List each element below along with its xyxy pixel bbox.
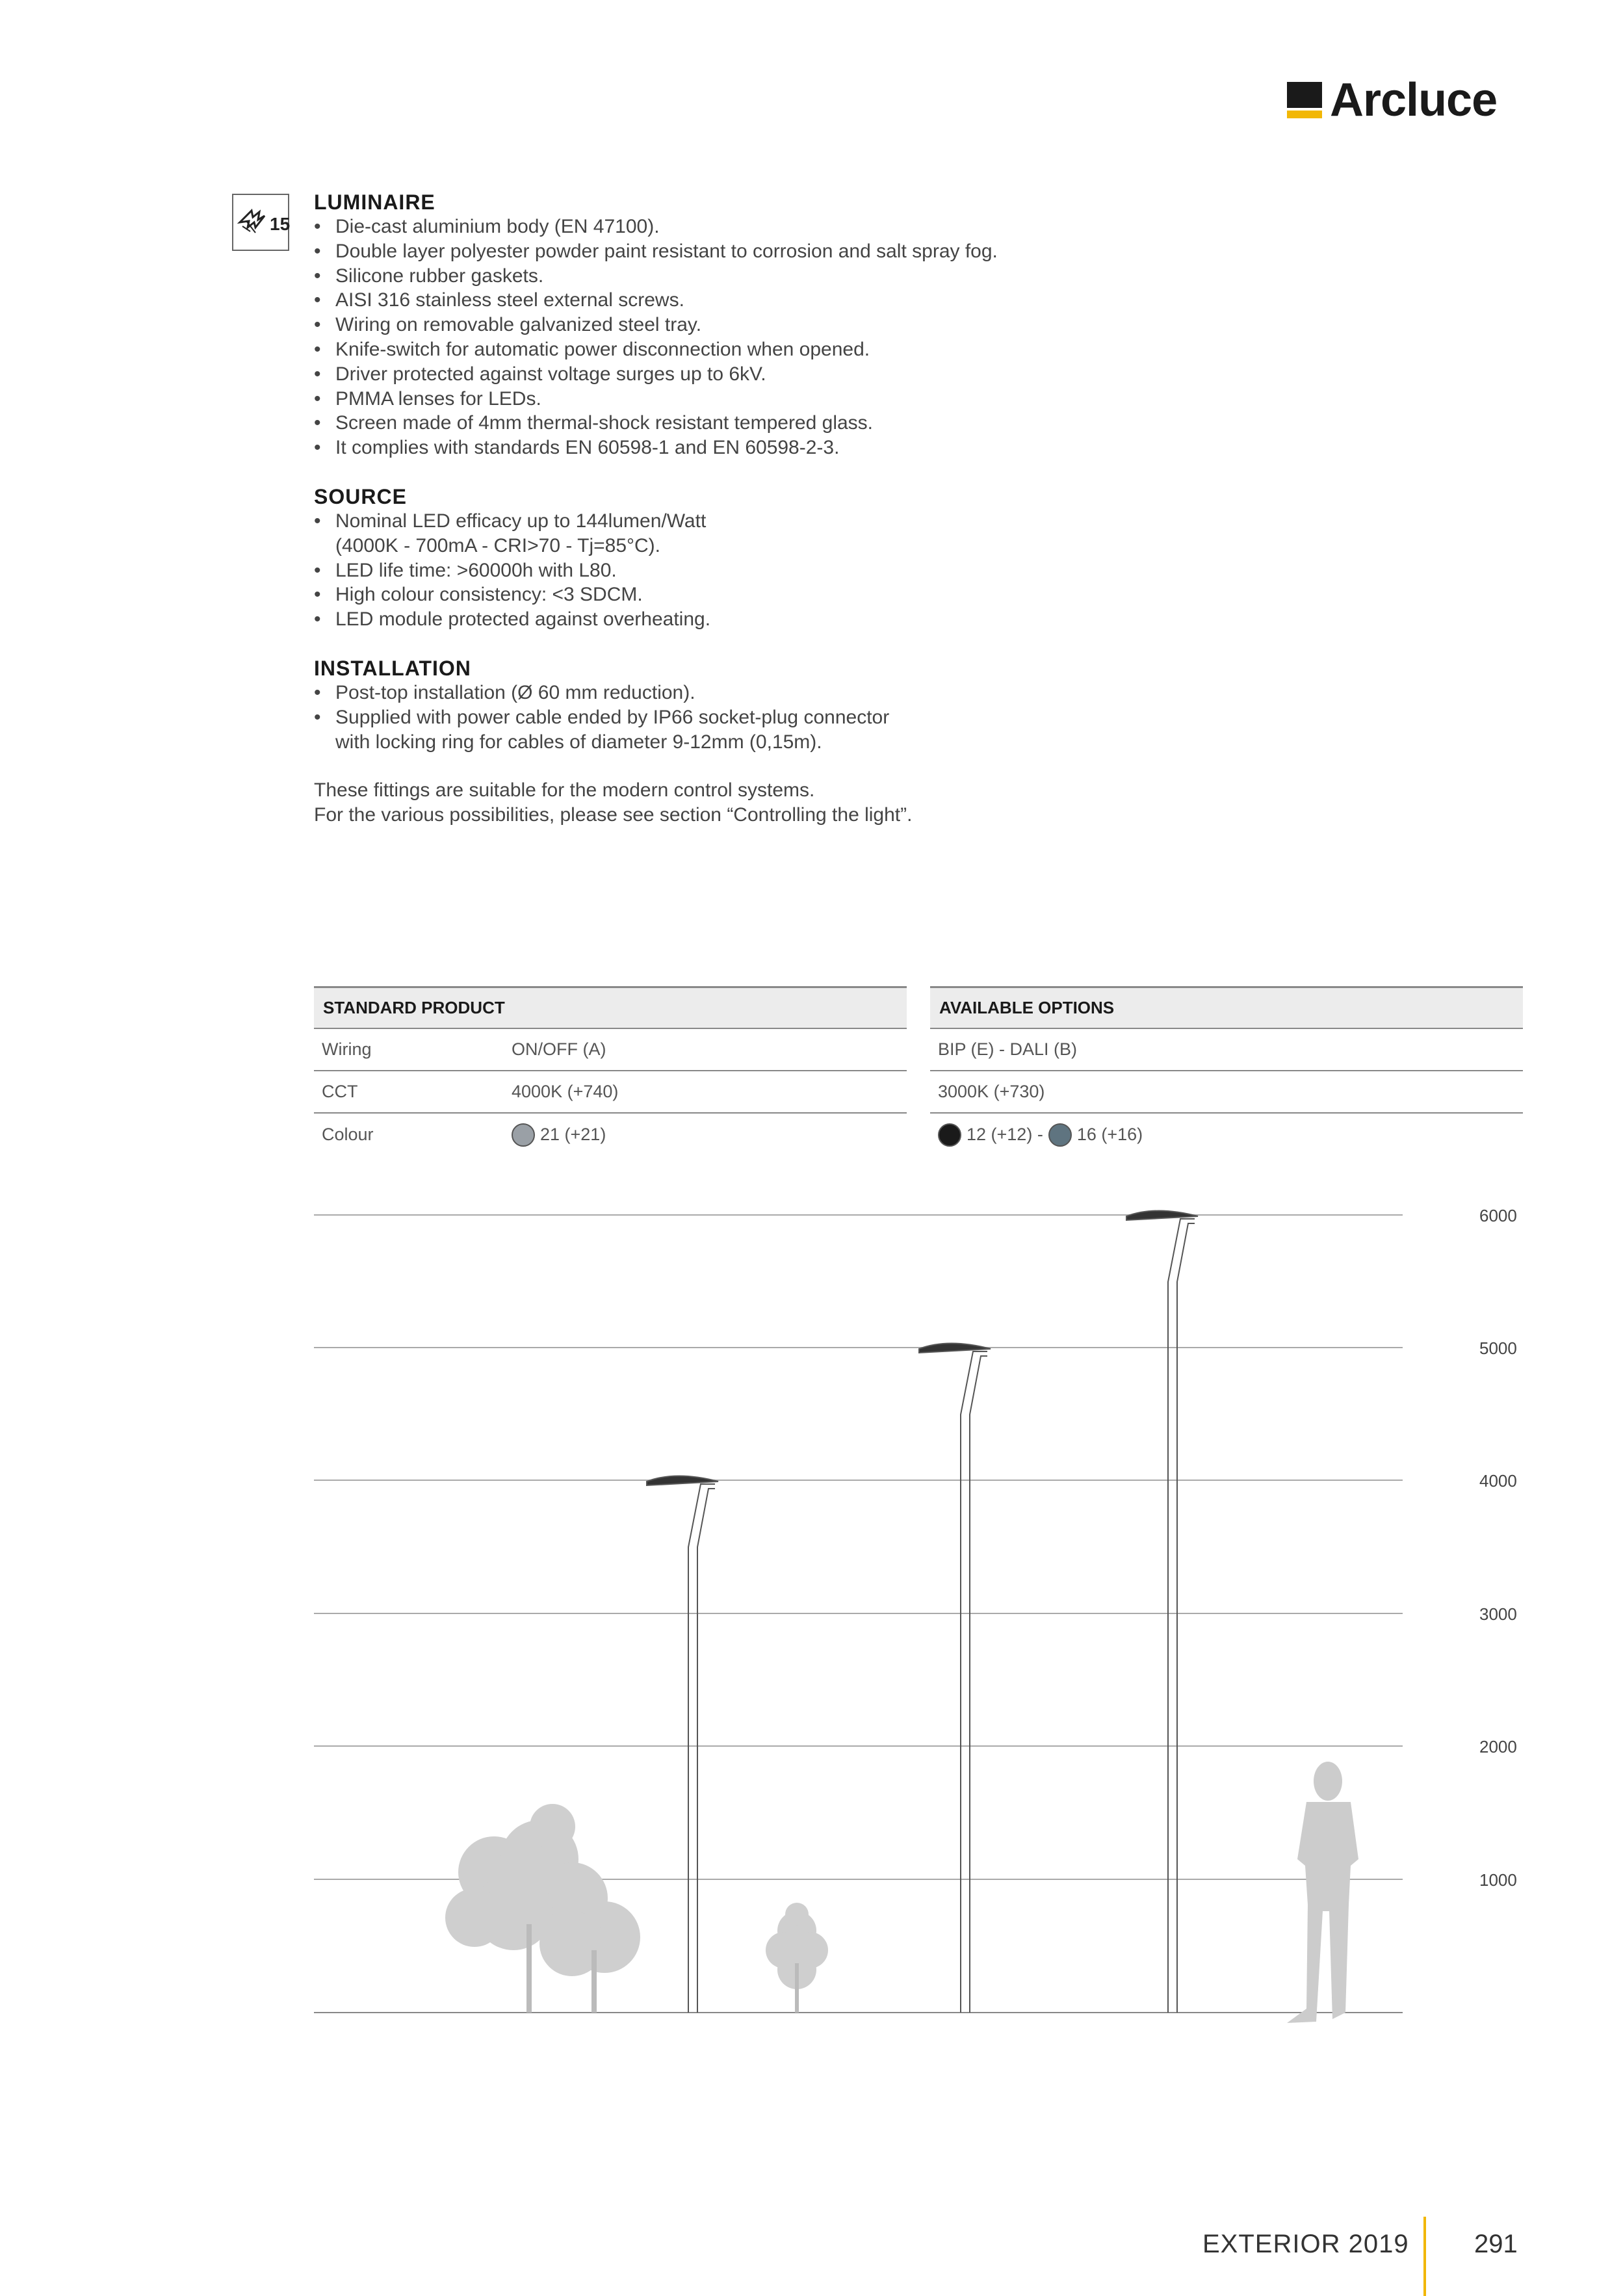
- table-row: Colour 21 (+21): [314, 1114, 907, 1156]
- brand-name: Arcluce: [1330, 74, 1498, 126]
- tree-small-icon: [766, 1903, 828, 2013]
- height-label: 6000: [1479, 1206, 1517, 1225]
- list-item: • Wiring on removable galvanized steel tray.: [314, 313, 1224, 337]
- height-label: 3000: [1479, 1604, 1517, 1624]
- pole-6000: [1126, 1211, 1198, 2013]
- table-row: CCT 4000K (+740): [314, 1071, 907, 1114]
- list-item: • Nominal LED efficacy up to 144lumen/Watt (4000K - 700mA - CRI>70 - Tj=85°C).: [314, 509, 1224, 558]
- table-header: AVAILABLE OPTIONS: [930, 988, 1523, 1029]
- list-item: • Screen made of 4mm thermal-shock resistant tempered glass.: [314, 411, 1224, 436]
- table-row: 3000K (+730): [930, 1071, 1523, 1114]
- footer-divider: [1423, 2217, 1426, 2296]
- height-label: 1000: [1479, 1870, 1517, 1890]
- control-note: These fittings are suitable for the modern control systems. For the various possibilities, please see section “Controlling the light”.: [314, 779, 913, 826]
- list-item: • Post-top installation (Ø 60 mm reduction).: [314, 681, 1224, 705]
- page-number: 291: [1474, 2230, 1518, 2258]
- list-item: • PMMA lenses for LEDs.: [314, 387, 1224, 411]
- section-title: LUMINAIRE: [314, 190, 435, 214]
- tree-large-icon: [445, 1804, 640, 2013]
- pole-4000: [647, 1476, 718, 2013]
- section-title: SOURCE: [314, 484, 407, 508]
- list-item: • Driver protected against voltage surges up to 6kV.: [314, 362, 1224, 387]
- table-row: BIP (E) - DALI (B): [930, 1029, 1523, 1071]
- height-label: 5000: [1479, 1338, 1517, 1358]
- list-item: • AISI 316 stainless steel external screws.: [314, 288, 1224, 313]
- list-item: • LED module protected against overheating.: [314, 607, 1224, 632]
- table-header: STANDARD PRODUCT: [314, 988, 907, 1029]
- section-title: INSTALLATION: [314, 656, 471, 680]
- footer-section: EXTERIOR 2019: [1202, 2230, 1409, 2258]
- table-row: Wiring ON/OFF (A): [314, 1029, 907, 1071]
- list-item: • Knife-switch for automatic power disconnection when opened.: [314, 337, 1224, 362]
- ik-label: 15: [270, 214, 291, 234]
- height-label: 2000: [1479, 1737, 1517, 1756]
- list-item: • Die-cast aluminium body (EN 47100).: [314, 215, 1224, 239]
- table-row: 12 (+12) - 16 (+16): [930, 1114, 1523, 1156]
- pole-5000: [919, 1344, 991, 2013]
- height-label: 4000: [1479, 1471, 1517, 1491]
- list-item: • Silicone rubber gaskets.: [314, 264, 1224, 289]
- list-item: • It complies with standards EN 60598-1 and EN 60598-2-3.: [314, 436, 1224, 460]
- list-item: • Double layer polyester powder paint resistant to corrosion and salt spray fog.: [314, 239, 1224, 264]
- person-silhouette-icon: [1287, 1762, 1358, 2023]
- list-item: • LED life time: >60000h with L80.: [314, 558, 1224, 583]
- list-item: • High colour consistency: <3 SDCM.: [314, 582, 1224, 607]
- list-item: • Supplied with power cable ended by IP66 socket-plug connector with locking ring for cables of diameter 9-12mm (0,15m).: [314, 705, 1224, 755]
